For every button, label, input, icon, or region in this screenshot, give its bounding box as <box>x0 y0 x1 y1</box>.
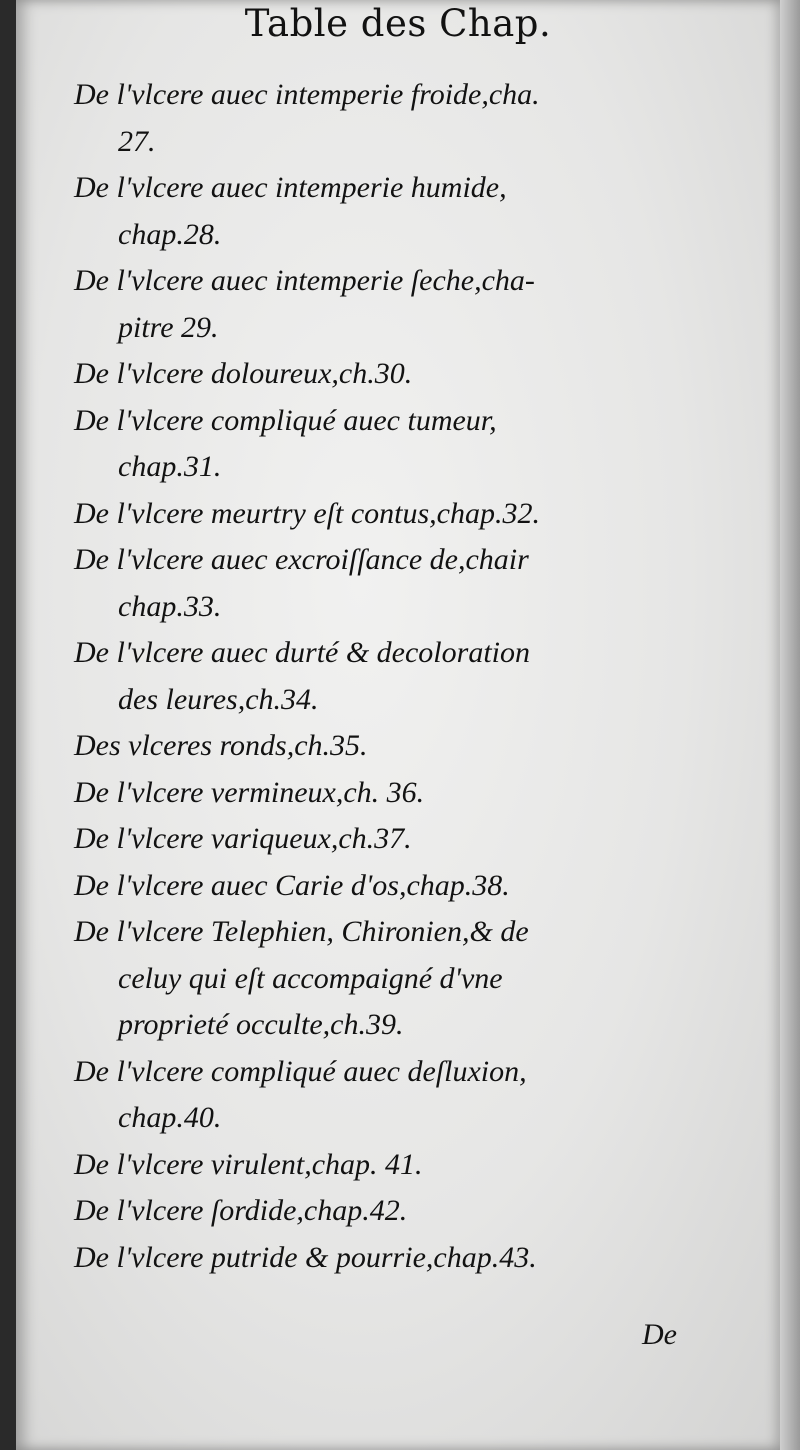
table-of-contents <box>74 72 694 1281</box>
toc-entry-continuation: chap.31. <box>118 450 222 483</box>
toc-entry <box>74 491 694 538</box>
toc-entry <box>74 770 694 817</box>
toc-entry <box>74 1188 694 1235</box>
toc-entry-line: De l'vlcere variqueux,ch.37. <box>74 822 412 855</box>
toc-entry <box>74 630 694 723</box>
toc-entry-continuation: pitre 29. <box>118 310 219 344</box>
toc-entry <box>74 1235 694 1282</box>
toc-entry-continuation: chap.33. <box>118 589 222 623</box>
toc-entry <box>74 165 694 258</box>
toc-entry-line: De l'vlcere auec Carie d'os,chap.38. <box>74 868 510 902</box>
toc-entry <box>74 351 694 398</box>
toc-entry-continuation: 27. <box>118 124 156 158</box>
toc-entry-line: De l'vlcere doloureux,ch.30. <box>74 357 413 390</box>
page-edge <box>780 0 800 1450</box>
toc-entry-line: De l'vlcere vermineux,ch. 36. <box>74 775 425 809</box>
toc-entry <box>74 816 694 863</box>
toc-entry <box>74 258 694 351</box>
toc-entry-line: De l'vlcere auec intemperie froide,cha. <box>74 78 540 111</box>
toc-entry-continuation: chap.28. <box>118 217 222 251</box>
toc-entry-line: De l'vlcere auec durté & decoloration <box>74 636 530 669</box>
toc-entry-line: De l'vlcere compliqué auec deſluxion, <box>74 1054 527 1088</box>
toc-entry-line: De l'vlcere putride & pourrie,chap.43. <box>74 1240 537 1274</box>
toc-entry <box>74 723 694 770</box>
toc-entry <box>74 1049 694 1142</box>
toc-entry-line: De l'vlcere compliqué auec tumeur, <box>74 403 497 437</box>
toc-entry-continuation: chap.40. <box>118 1101 222 1134</box>
toc-entry-line: De l'vlcere meurtry eſt contus,chap.32. <box>74 496 540 530</box>
catchword: De <box>642 1318 677 1351</box>
toc-entry-line: Des vlceres ronds,ch.35. <box>74 729 368 762</box>
book-page <box>16 0 780 1450</box>
page-header: Table des Chap. <box>244 2 552 45</box>
toc-entry <box>74 1142 694 1189</box>
toc-entry <box>74 863 694 910</box>
toc-entry <box>74 537 694 630</box>
toc-entry-continuation: des leures,ch.34. <box>118 682 319 716</box>
toc-entry-line: De l'vlcere virulent,chap. 41. <box>74 1147 423 1181</box>
toc-entry-continuation: celuy qui eſt accompaigné d'vne <box>118 961 503 995</box>
toc-entry-continuation: proprieté occulte,ch.39. <box>118 1008 404 1041</box>
toc-entry <box>74 398 694 491</box>
toc-entry <box>74 909 694 1049</box>
toc-entry-line: De l'vlcere auec excroiſſance de,chair <box>74 543 529 576</box>
toc-entry-line: De l'vlcere auec intemperie ſeche,cha- <box>74 264 535 297</box>
toc-entry-line: De l'vlcere ſordide,chap.42. <box>74 1194 408 1227</box>
toc-entry-line: De l'vlcere auec intemperie humide, <box>74 171 507 204</box>
toc-entry-line: De l'vlcere Telephien, Chironien,& de <box>74 915 529 948</box>
toc-entry <box>74 72 694 165</box>
